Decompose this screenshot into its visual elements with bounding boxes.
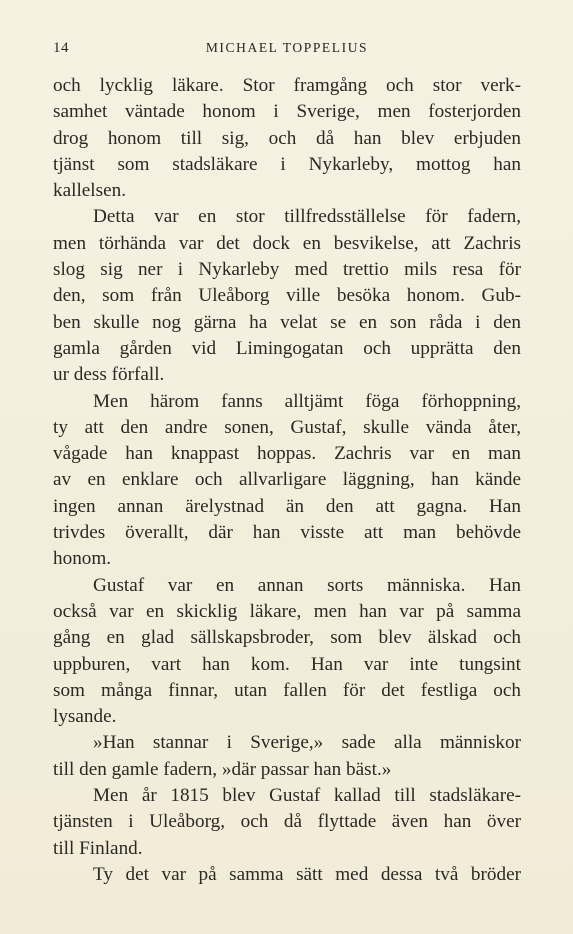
text-line: till den gamle fadern, »där passar han bäst.» bbox=[53, 758, 392, 780]
text-line: men törhända var det dock en besvikelse, att Zachris bbox=[53, 232, 521, 254]
text-line: lysande. bbox=[53, 706, 117, 728]
body-text bbox=[53, 73, 521, 888]
text-line: samhet väntade honom i Sverige, men fosterjorden bbox=[53, 101, 521, 123]
text-line: också var en skicklig läkare, men han var på samma bbox=[53, 600, 521, 622]
text-line: den, som från Uleåborg ville besöka honom. Gub- bbox=[53, 285, 521, 307]
page-header bbox=[53, 40, 521, 60]
text-line: tjänst som stadsläkare i Nykarleby, mottog han bbox=[53, 153, 521, 175]
text-line: Men år 1815 blev Gustaf kallad till stadsläkare- bbox=[93, 785, 521, 807]
text-line: ty att den andre sonen, Gustaf, skulle vända åter, bbox=[53, 416, 521, 438]
text-line: ur dess förfall. bbox=[53, 364, 165, 386]
text-line: som många finnar, utan fallen för det festliga och bbox=[53, 679, 521, 701]
text-line: till Finland. bbox=[53, 837, 143, 859]
text-line: Detta var en stor tillfredsställelse för fadern, bbox=[93, 206, 521, 228]
page-number: 14 bbox=[53, 40, 69, 56]
text-line: honom. bbox=[53, 548, 112, 570]
text-line: och lycklig läkare. Stor framgång och stor verk- bbox=[53, 75, 521, 96]
text-line: Men härom fanns alltjämt föga förhoppning, bbox=[93, 390, 521, 412]
text-line: »Han stannar i Sverige,» sade alla människor bbox=[93, 732, 521, 754]
text-line: drog honom till sig, och då han blev erbjuden bbox=[53, 127, 521, 149]
text-line: gamla gården vid Limingogatan och upprätta den bbox=[53, 337, 521, 359]
text-line: Gustaf var en annan sorts människa. Han bbox=[93, 574, 521, 596]
text-line: ben skulle nog gärna ha velat se en son råda i den bbox=[53, 311, 521, 333]
text-line: av en enklare och allvarligare läggning, han kände bbox=[53, 469, 521, 491]
text-line: gång en glad sällskapsbroder, som blev älskad och bbox=[53, 627, 521, 649]
text-line: ingen annan ärelystnad än den att gagna. Han bbox=[53, 495, 521, 517]
text-line: Ty det var på samma sätt med dessa två bröder bbox=[93, 863, 521, 885]
text-line: slog sig ner i Nykarleby med trettio mils resa för bbox=[53, 259, 521, 281]
text-line: uppburen, vart han kom. Han var inte tungsint bbox=[53, 653, 521, 675]
text-line: vågade han knappast hoppas. Zachris var en man bbox=[53, 443, 521, 465]
text-line: kallelsen. bbox=[53, 180, 126, 202]
running-head: MICHAEL TOPPELIUS bbox=[205, 40, 369, 55]
text-line: trivdes överallt, där han visste att man behövde bbox=[53, 522, 521, 544]
text-line: tjänsten i Uleåborg, och då flyttade även han över bbox=[53, 811, 521, 833]
